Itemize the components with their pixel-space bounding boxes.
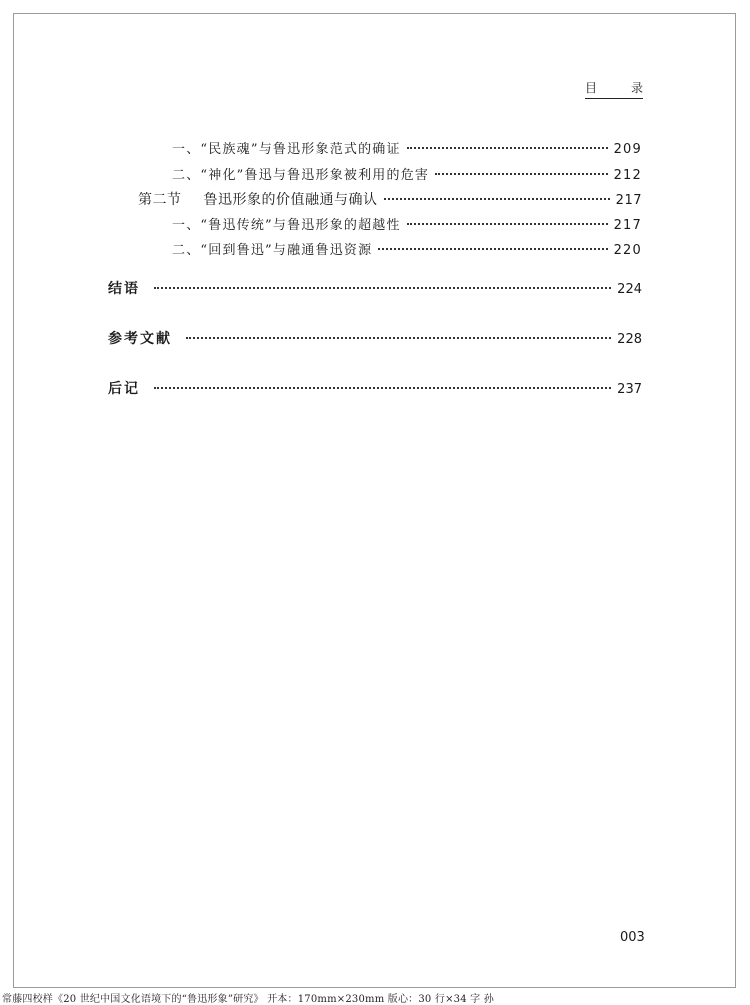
toc-leader-dots <box>186 337 611 339</box>
toc-entry-page: 228 <box>617 332 642 347</box>
running-header <box>585 80 643 99</box>
toc-entry-title: 一、“民族魂”与鲁迅形象范式的确证 <box>172 142 401 157</box>
toc-entry-title: 二、“回到鲁迅”与融通鲁迅资源 <box>172 243 373 258</box>
toc-chapter-title: 结语 <box>108 281 140 297</box>
toc-chapter-entry <box>108 328 642 348</box>
running-header-left: 目 <box>585 81 598 95</box>
toc-chapter-entry <box>108 378 642 398</box>
toc-entry-page: 224 <box>617 282 642 297</box>
toc-entry-page: 212 <box>613 168 642 183</box>
page-number: 003 <box>620 930 645 945</box>
toc-section-number: 第二节 <box>138 192 182 208</box>
toc-entry-page: 237 <box>617 382 642 397</box>
toc-leader-dots <box>154 287 611 289</box>
toc-section-name: 鲁迅形象的价值融通与确认 <box>203 192 378 208</box>
toc-entry-title: 一、“鲁迅传统”与鲁迅形象的超越性 <box>172 218 401 233</box>
toc-leader-dots <box>407 147 608 149</box>
toc-leader-dots <box>378 248 607 250</box>
toc-entry-page: 217 <box>615 193 642 208</box>
toc-leader-dots <box>435 173 607 175</box>
toc-entry-page: 217 <box>613 218 642 233</box>
toc-entry <box>172 164 642 183</box>
toc-entry-page: 220 <box>613 243 642 258</box>
toc-entry-title: 二、“神化”鲁迅与鲁迅形象被利用的危害 <box>172 168 430 183</box>
toc-entry <box>172 239 642 258</box>
toc-entry-page: 209 <box>613 142 642 157</box>
toc-section-entry <box>138 189 642 209</box>
toc-chapter-entry <box>108 278 642 298</box>
toc-section-title <box>138 189 378 209</box>
toc-leader-dots <box>154 387 611 389</box>
toc-chapter-title: 后记 <box>108 381 140 397</box>
toc-entry <box>172 214 642 233</box>
toc-chapter-title: 参考文献 <box>108 331 172 347</box>
page-border <box>13 13 736 988</box>
toc-leader-dots <box>384 198 610 200</box>
running-header-right: 录 <box>630 81 643 95</box>
proof-footer-note: 常藤四校样《20 世纪中国文化语境下的“鲁迅形象”研究》 开本：170mm×230mm 版心：30 行×34 字 孙 <box>2 994 494 1005</box>
toc-entry <box>172 138 642 157</box>
toc-leader-dots <box>407 223 608 225</box>
